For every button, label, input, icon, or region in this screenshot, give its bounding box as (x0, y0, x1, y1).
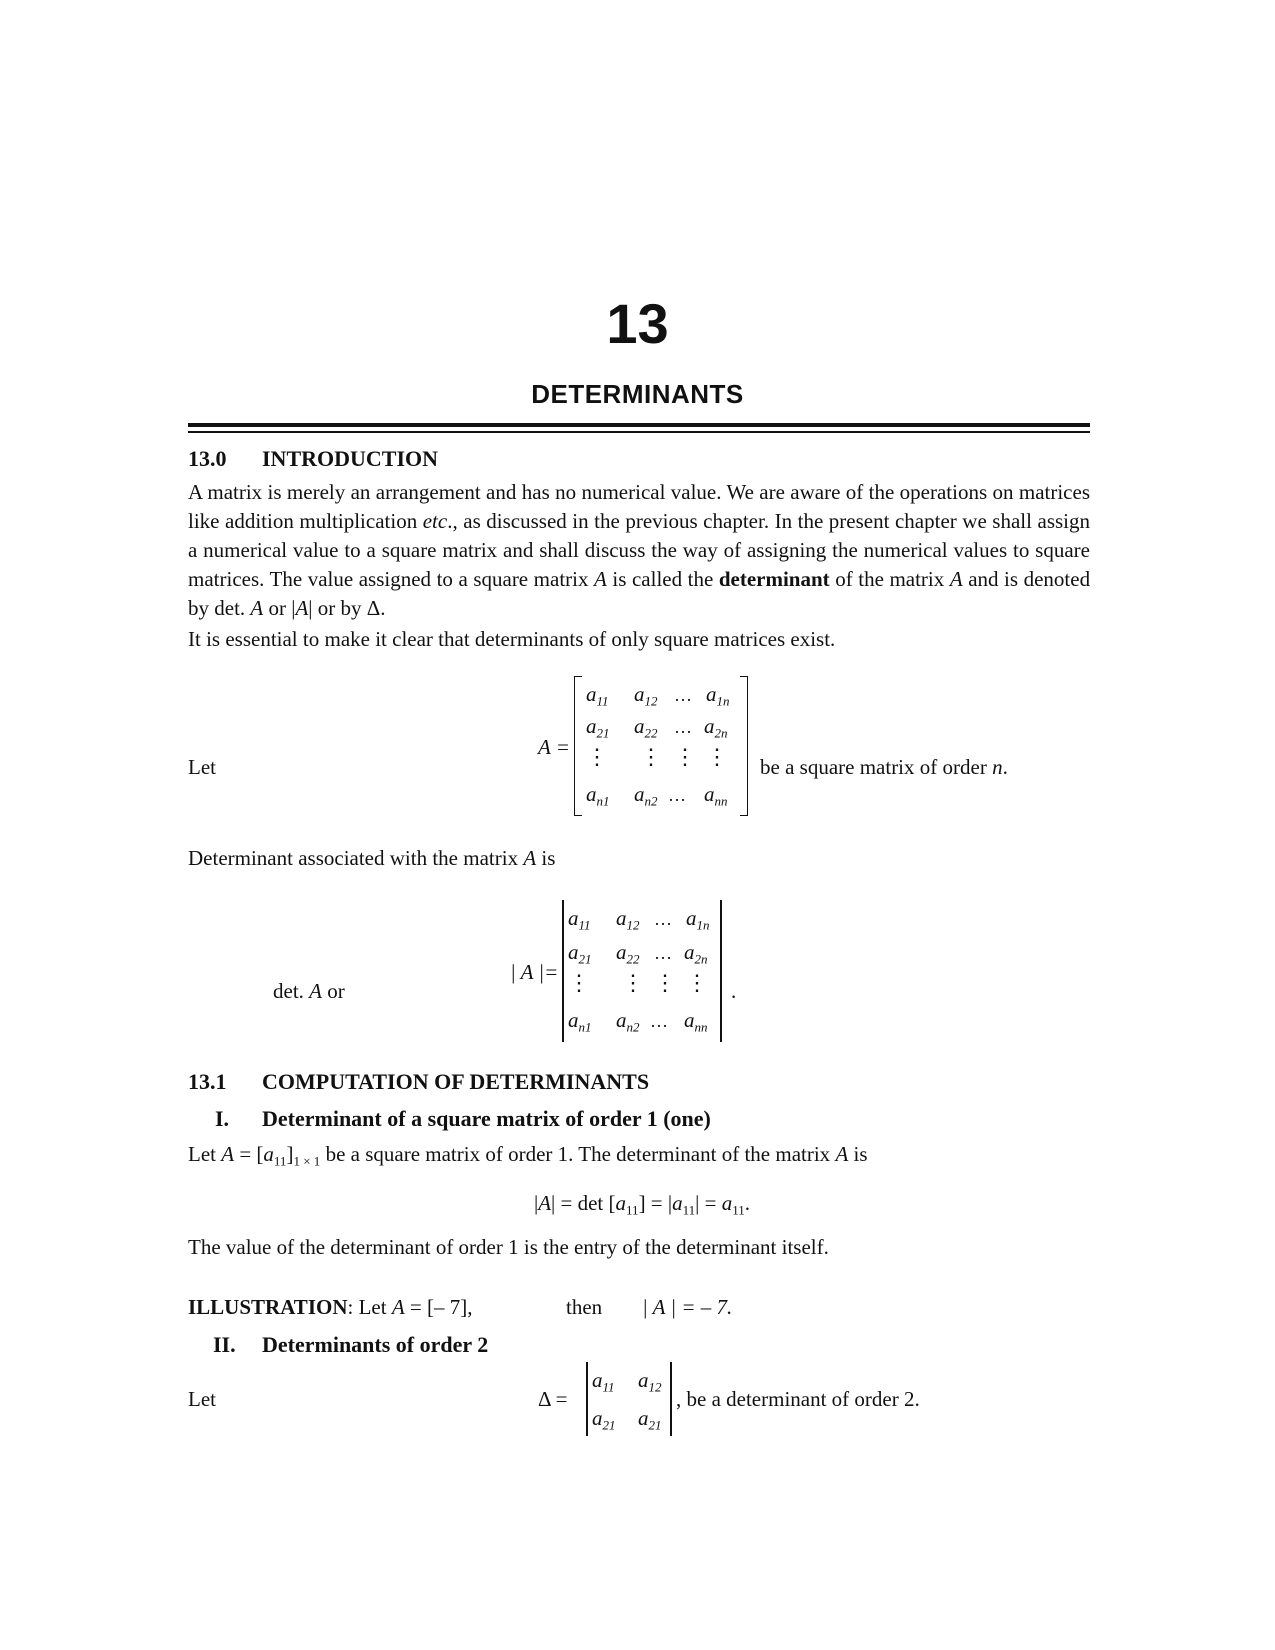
matrix-entry: $a_{11}$ (586, 682, 609, 709)
intro-paragraph (188, 478, 1090, 623)
section-heading-computation (188, 1071, 649, 1093)
det-entry: $a_{1n}$ (686, 906, 710, 933)
order-1-end: is (853, 1142, 868, 1166)
ellipsis: … (654, 943, 672, 963)
det-entry: $a_{21}$ (638, 1406, 662, 1433)
ellipsis: … (674, 717, 692, 737)
order-2-suffix: , be a determinant of order 2. (676, 1387, 920, 1411)
chapter-number: 13 (606, 292, 669, 355)
illustration-label: ILLUSTRATION (188, 1295, 348, 1319)
vertical-dots: ⋮ (568, 970, 590, 995)
determinant-intro (188, 848, 555, 869)
order-1-definition: Let $A = [a_{11}]_{1 \times 1}$ be a square matrix of order 1. The determinant of the matrix A is (188, 1142, 868, 1169)
intro-text-6: or | (268, 596, 296, 620)
det-intro-end: is (541, 846, 556, 870)
det-label-or: or (327, 979, 345, 1003)
left-bracket (574, 676, 582, 816)
intro-text-3: is called the (612, 567, 714, 591)
left-bar (562, 900, 564, 1042)
det-entry: $a_{12}$ (616, 906, 640, 933)
det-word: det (577, 1191, 604, 1215)
essential-note: It is essential to make it clear that determinants of only square matrices exist. (188, 627, 836, 651)
intro-text-7: | or by Δ. (308, 596, 386, 620)
section-heading-introduction (188, 448, 438, 470)
order-1-equation: $|A| = \det [a_{11}] = |a_{11}| = a_{11}$. (534, 1191, 751, 1218)
matrix-suffix (760, 757, 1008, 778)
vertical-dots: ⋮ (686, 970, 708, 995)
subsection-title: Determinants of order 2 (262, 1332, 489, 1357)
section-number: 13.1 (188, 1069, 227, 1094)
intro-term-determinant: determinant (718, 567, 830, 591)
intro-text-5: and is denoted by det. (188, 567, 1091, 620)
determinant-order-2 (586, 1362, 674, 1436)
det-intro-text: Determinant associated with the matrix (188, 846, 519, 870)
det-entry: $a_{11}$ (592, 1368, 615, 1395)
det-entry: $a_{22}$ (616, 940, 640, 967)
intro-var-a: A (594, 567, 607, 591)
delta-lhs: Δ = (538, 1387, 568, 1411)
matrix-entry: $a_{21}$ (586, 714, 610, 741)
det-entry: $a_{nn}$ (684, 1008, 708, 1035)
ellipsis: … (650, 1011, 668, 1031)
order-1-text: be a square matrix of order 1. The determinant of the matrix (325, 1142, 831, 1166)
right-bar (720, 900, 722, 1042)
illustration: ILLUSTRATION: Let A = [– 7], (188, 1295, 473, 1319)
let-label-order-2: Let (188, 1387, 216, 1411)
intro-text-4: of the matrix (835, 567, 945, 591)
intro-etc: etc (422, 509, 448, 533)
heading-rule-thin (188, 431, 1090, 433)
det-entry: $a_{n2}$ (616, 1008, 640, 1035)
left-bar (586, 1362, 588, 1436)
vertical-dots: ⋮ (622, 970, 644, 995)
intro-var-a: A (250, 596, 264, 620)
det-entry: $a_{n1}$ (568, 1008, 592, 1035)
right-bracket (740, 676, 748, 816)
matrix-order-n: n (992, 755, 1003, 779)
det-entry: $a_{12}$ (638, 1368, 662, 1395)
subsection-heading-order-2 (213, 1334, 488, 1356)
matrix-entry: $a_{n2}$ (634, 782, 658, 809)
det-intro-var: A (523, 846, 537, 870)
det-lhs: | A |= (510, 960, 559, 984)
order-1-value-note: The value of the determinant of order 1 is the entry of the determinant itself. (188, 1235, 829, 1259)
illustration-text: : Let (347, 1295, 387, 1319)
heading-rule-thick (188, 423, 1090, 427)
subsection-numeral: II. (213, 1332, 236, 1357)
matrix-entry: $a_{nn}$ (704, 782, 728, 809)
ellipsis: … (654, 909, 672, 929)
det-label-text: det. (273, 979, 304, 1003)
intro-var-a: A (949, 567, 963, 591)
determinant-a (562, 900, 728, 1042)
matrix-lhs: A = (538, 735, 570, 759)
intro-text-1: A matrix is merely an arrangement and has no numerical value. We are aware of the operations on matrices like addition multiplication (188, 480, 1090, 533)
right-bar (670, 1362, 672, 1436)
let-label-matrix: Let (188, 755, 216, 779)
matrix-entry: $a_{n1}$ (586, 782, 610, 809)
intro-var-a: A (295, 596, 309, 620)
det-label-var: A (309, 979, 322, 1003)
let-text: Let (188, 1142, 216, 1166)
det-entry: $a_{2n}$ (684, 940, 708, 967)
vertical-dots: ⋮ (674, 744, 696, 769)
vertical-dots: ⋮ (654, 970, 676, 995)
subsection-numeral: I. (215, 1106, 230, 1131)
det-entry: $a_{21}$ (568, 940, 592, 967)
illustration-result: | A | = – 7. (642, 1295, 733, 1319)
matrix-entry: $a_{2n}$ (704, 714, 728, 741)
subsection-heading-order-1 (215, 1108, 711, 1130)
illustration-then: then (566, 1295, 603, 1319)
vertical-dots: ⋮ (586, 744, 608, 769)
det-entry: $a_{21}$ (592, 1406, 616, 1433)
matrix-a (574, 676, 750, 816)
matrix-entry: $a_{22}$ (634, 714, 658, 741)
det-label (273, 981, 345, 1002)
intro-text-2: ., as discussed in the previous chapter. In the present chapter we shall assign a numerical value to a square matrix and shall discuss the way of assigning the numerical values to square matrices. The value assigned to a square matrix (188, 509, 1090, 591)
det-entry: $a_{11}$ (568, 906, 591, 933)
ellipsis: … (674, 685, 692, 705)
section-title: INTRODUCTION (262, 446, 439, 471)
vertical-dots: ⋮ (706, 744, 728, 769)
chapter-title: DETERMINANTS (531, 379, 744, 409)
ellipsis: … (668, 785, 686, 805)
det-end: . (731, 979, 737, 1003)
matrix-suffix-end: . (1002, 755, 1008, 779)
matrix-entry: $a_{1n}$ (706, 682, 730, 709)
subsection-title: Determinant of a square matrix of order 1 (one) (262, 1106, 711, 1131)
matrix-entry: $a_{12}$ (634, 682, 658, 709)
matrix-suffix-text: be a square matrix of order (760, 755, 987, 779)
section-title: COMPUTATION OF DETERMINANTS (262, 1069, 650, 1094)
vertical-dots: ⋮ (640, 744, 662, 769)
section-number: 13.0 (188, 446, 227, 471)
illustration-value: = [– 7], (409, 1295, 473, 1319)
